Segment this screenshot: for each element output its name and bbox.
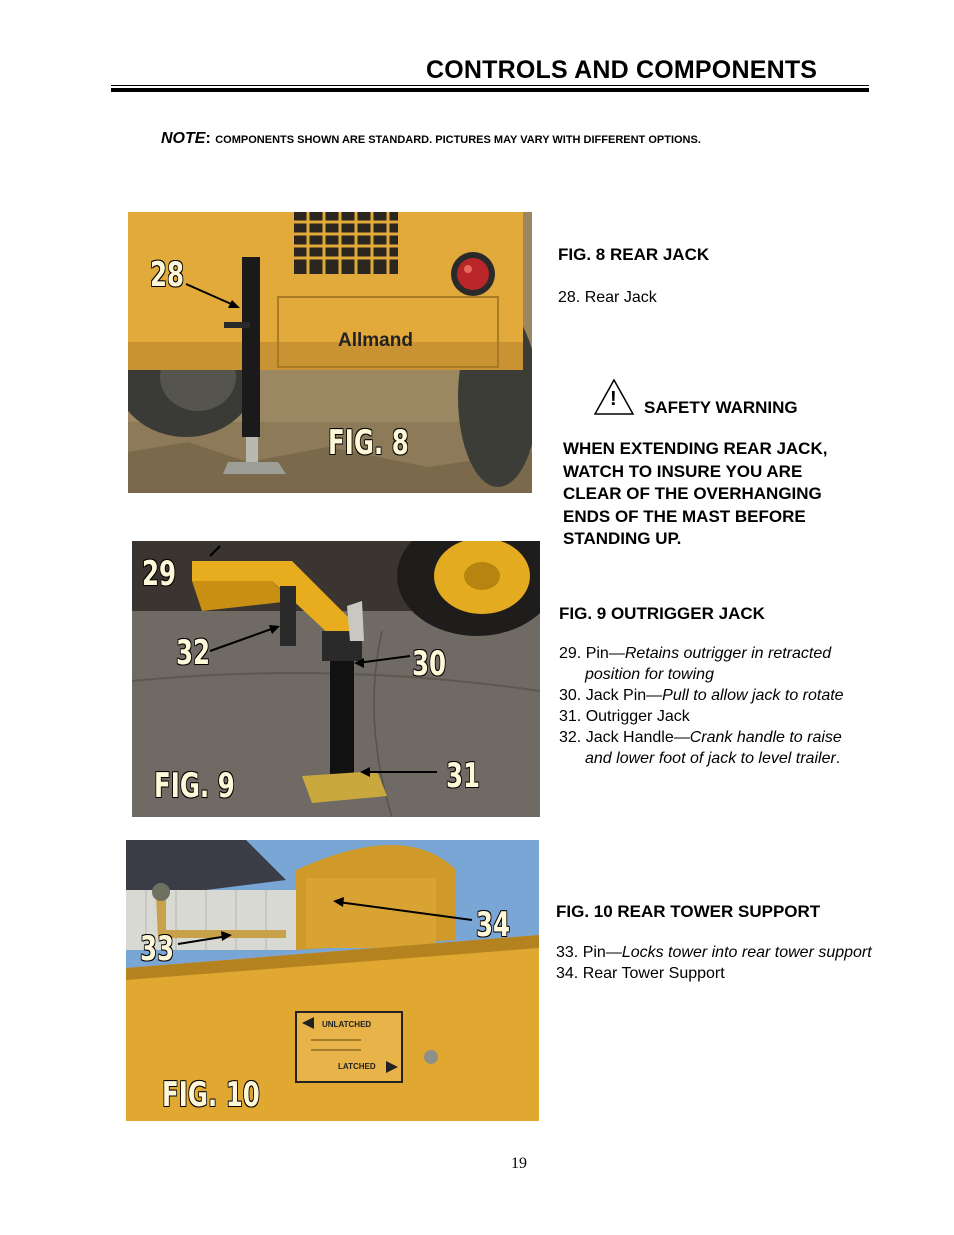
fig9-item-32-cont: and lower foot of jack to level trailer. [585,750,841,767]
callout-28: 28 [150,255,185,295]
fig10-items [556,942,872,984]
fig10-item-34: 34. Rear Tower Support [556,965,725,982]
fig9-item-29: 29. Pin—Retains outrigger in retracted [559,645,832,662]
fig9-item-29-cont: position for towing [585,666,714,683]
fig8-title: FIG. 8 REAR JACK [558,245,710,264]
fig9-photo [132,541,540,817]
fig9-item-31: 31. Outrigger Jack [559,708,690,725]
callout-34: 34 [476,905,511,945]
decal-latched: LATCHED [338,1062,376,1071]
warning-body [563,438,873,551]
warning-line: CLEAR OF THE OVERHANGING [563,484,822,503]
callout-30: 30 [412,644,447,684]
fig9-items [559,643,844,769]
warning-line: ENDS OF THE MAST BEFORE [563,506,806,526]
allmand-logo: Allmand [338,330,413,351]
warning-glyph: ! [610,388,617,410]
warning-line: STANDING UP. [563,529,682,548]
fig9-photo-label: FIG. 9 [154,766,235,806]
warning-triangle-icon [593,378,635,416]
fig10-photo-label: FIG. 10 [162,1075,260,1115]
header-rule-thin [111,85,869,86]
decal-unlatched: UNLATCHED [322,1020,372,1029]
fig10-item-33: 33. Pin—Locks tower into rear tower support [556,944,872,961]
note-colon: : [205,130,211,147]
fig9-title: FIG. 9 OUTRIGGER JACK [559,604,765,623]
fig9-item-30: 30. Jack Pin—Pull to allow jack to rotate [559,687,844,704]
page-title: CONTROLS AND COMPONENTS [426,56,818,84]
note-line [161,130,701,148]
fig10-title: FIG. 10 REAR TOWER SUPPORT [556,902,821,921]
header-rule-thick [111,88,869,92]
fig8-photo [128,212,532,493]
fig10-photo [126,840,539,1121]
callout-31: 31 [446,756,481,796]
page-number: 19 [511,1155,527,1172]
callout-32: 32 [176,633,211,673]
warning-title: SAFETY WARNING [644,398,798,417]
fig8-photo-label: FIG. 8 [328,423,409,463]
note-text: COMPONENTS SHOWN ARE STANDARD. PICTURES MAY VARY WITH DIFFERENT OPTIONS. [215,134,701,146]
fig9-item-32: 32. Jack Handle—Crank handle to raise [559,729,842,746]
warning-line: WATCH TO INSURE YOU ARE [563,461,803,481]
callout-33: 33 [140,929,175,969]
note-label: NOTE [161,130,206,147]
fig8-item-28: 28. Rear Jack [558,289,657,306]
callout-29: 29 [142,554,177,594]
warning-line: WHEN EXTENDING REAR JACK, [563,439,828,458]
